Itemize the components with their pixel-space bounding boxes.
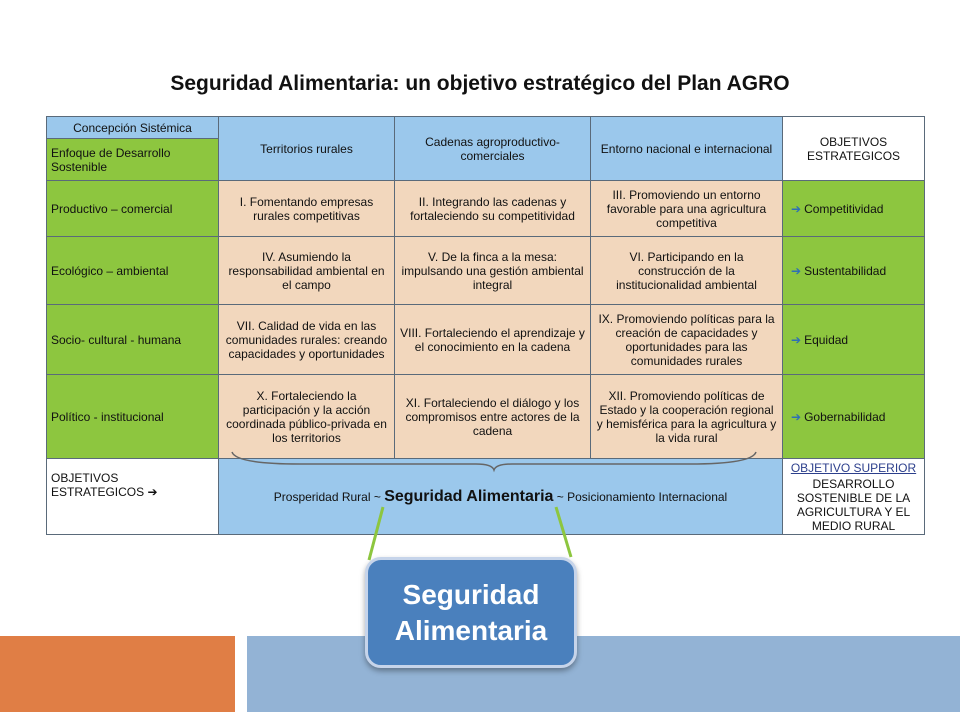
cell-ii: II. Integrando las cadenas y fortaleciendo su competitividad	[395, 181, 591, 237]
callout-line-1: Seguridad	[402, 578, 540, 610]
bottom-objetivos-text: OBJETIVOS ESTRATEGICOS	[51, 471, 145, 499]
row-label-socio-cultural: Socio- cultural - humana	[47, 305, 219, 375]
column-header-objetivos: OBJETIVOS ESTRATEGICOS	[783, 117, 925, 181]
column-header-cadenas: Cadenas agroproductivo-comerciales	[395, 117, 591, 181]
objective-label: Gobernabilidad	[804, 409, 886, 424]
strategy-matrix	[46, 116, 925, 535]
cell-xii: XII. Promoviendo políticas de Estado y la cooperación regional y hemisférica para la agricultura y la vida rural	[591, 375, 783, 459]
cell-v: V. De la finca a la mesa: impulsando una gestión ambiental integral	[395, 237, 591, 305]
objective-gobernabilidad	[783, 375, 925, 459]
cell-ix: IX. Promoviendo políticas para la creación de capacidades y oportunidades para las comunidades rurales	[591, 305, 783, 375]
header-concepcion-sistemica: Concepción Sistémica	[47, 117, 219, 139]
objective-equidad	[783, 305, 925, 375]
cell-iii: III. Promoviendo un entorno favorable para una agricultura competitiva	[591, 181, 783, 237]
arrow-right-icon: ➔	[147, 485, 158, 499]
table-row	[47, 305, 925, 375]
cell-i: I. Fomentando empresas rurales competitivas	[219, 181, 395, 237]
objetivo-superior-text: DESARROLLO SOSTENIBLE DE LA AGRICULTURA Y EL MEDIO RURAL	[796, 477, 911, 533]
objective-label: Competitividad	[804, 201, 884, 216]
table-row	[47, 237, 925, 305]
cell-viii: VIII. Fortaleciendo el aprendizaje y el conocimiento en la cadena	[395, 305, 591, 375]
column-header-entorno: Entorno nacional e internacional	[591, 117, 783, 181]
objective-competitividad	[783, 181, 925, 237]
cell-iv: IV. Asumiendo la responsabilidad ambiental en el campo	[219, 237, 395, 305]
posicionamiento-text: ~ Posicionamiento Internacional	[556, 489, 728, 504]
seguridad-alimentaria-text: Seguridad Alimentaria	[384, 487, 554, 505]
prosperidad-rural-text: Prosperidad Rural ~	[273, 489, 381, 504]
table-row	[47, 375, 925, 459]
bottom-center	[219, 459, 783, 535]
objective-label: Equidad	[804, 332, 849, 347]
objetivo-superior-label: OBJETIVO SUPERIOR	[790, 461, 917, 475]
cell-x: X. Fortaleciendo la participación y la acción coordinada público-privada en los territorios	[219, 375, 395, 459]
arrow-right-icon: ➔	[791, 201, 802, 216]
objective-label: Sustentabilidad	[804, 263, 887, 278]
arrow-right-icon: ➔	[791, 409, 802, 424]
bottom-row	[47, 459, 925, 535]
bottom-objetivos-label	[47, 459, 219, 535]
footer-bottom-gap	[0, 712, 960, 720]
footer-orange-bar	[0, 636, 235, 712]
header-enfoque: Enfoque de Desarrollo Sostenible	[47, 139, 219, 181]
footer-blue-bar	[247, 636, 960, 712]
row-label-politico: Político - institucional	[47, 375, 219, 459]
cell-vi: VI. Participando en la construcción de la institucionalidad ambiental	[591, 237, 783, 305]
objective-sustentabilidad	[783, 237, 925, 305]
slide-title: Seguridad Alimentaria: un objetivo estratégico del Plan AGRO	[170, 72, 790, 95]
row-label-productivo: Productivo – comercial	[47, 181, 219, 237]
arrow-right-icon: ➔	[791, 332, 802, 347]
cell-vii: VII. Calidad de vida en las comunidades rurales: creando capacidades y oportunidades	[219, 305, 395, 375]
row-label-ecologico: Ecológico – ambiental	[47, 237, 219, 305]
table-row	[47, 181, 925, 237]
arrow-right-icon: ➔	[791, 263, 802, 278]
callout-line-2: Alimentaria	[394, 614, 548, 646]
objetivo-superior	[783, 459, 925, 535]
seguridad-alimentaria-callout	[365, 557, 577, 668]
column-header-territorios: Territorios rurales	[219, 117, 395, 181]
cell-xi: XI. Fortaleciendo el diálogo y los compromisos entre actores de la cadena	[395, 375, 591, 459]
